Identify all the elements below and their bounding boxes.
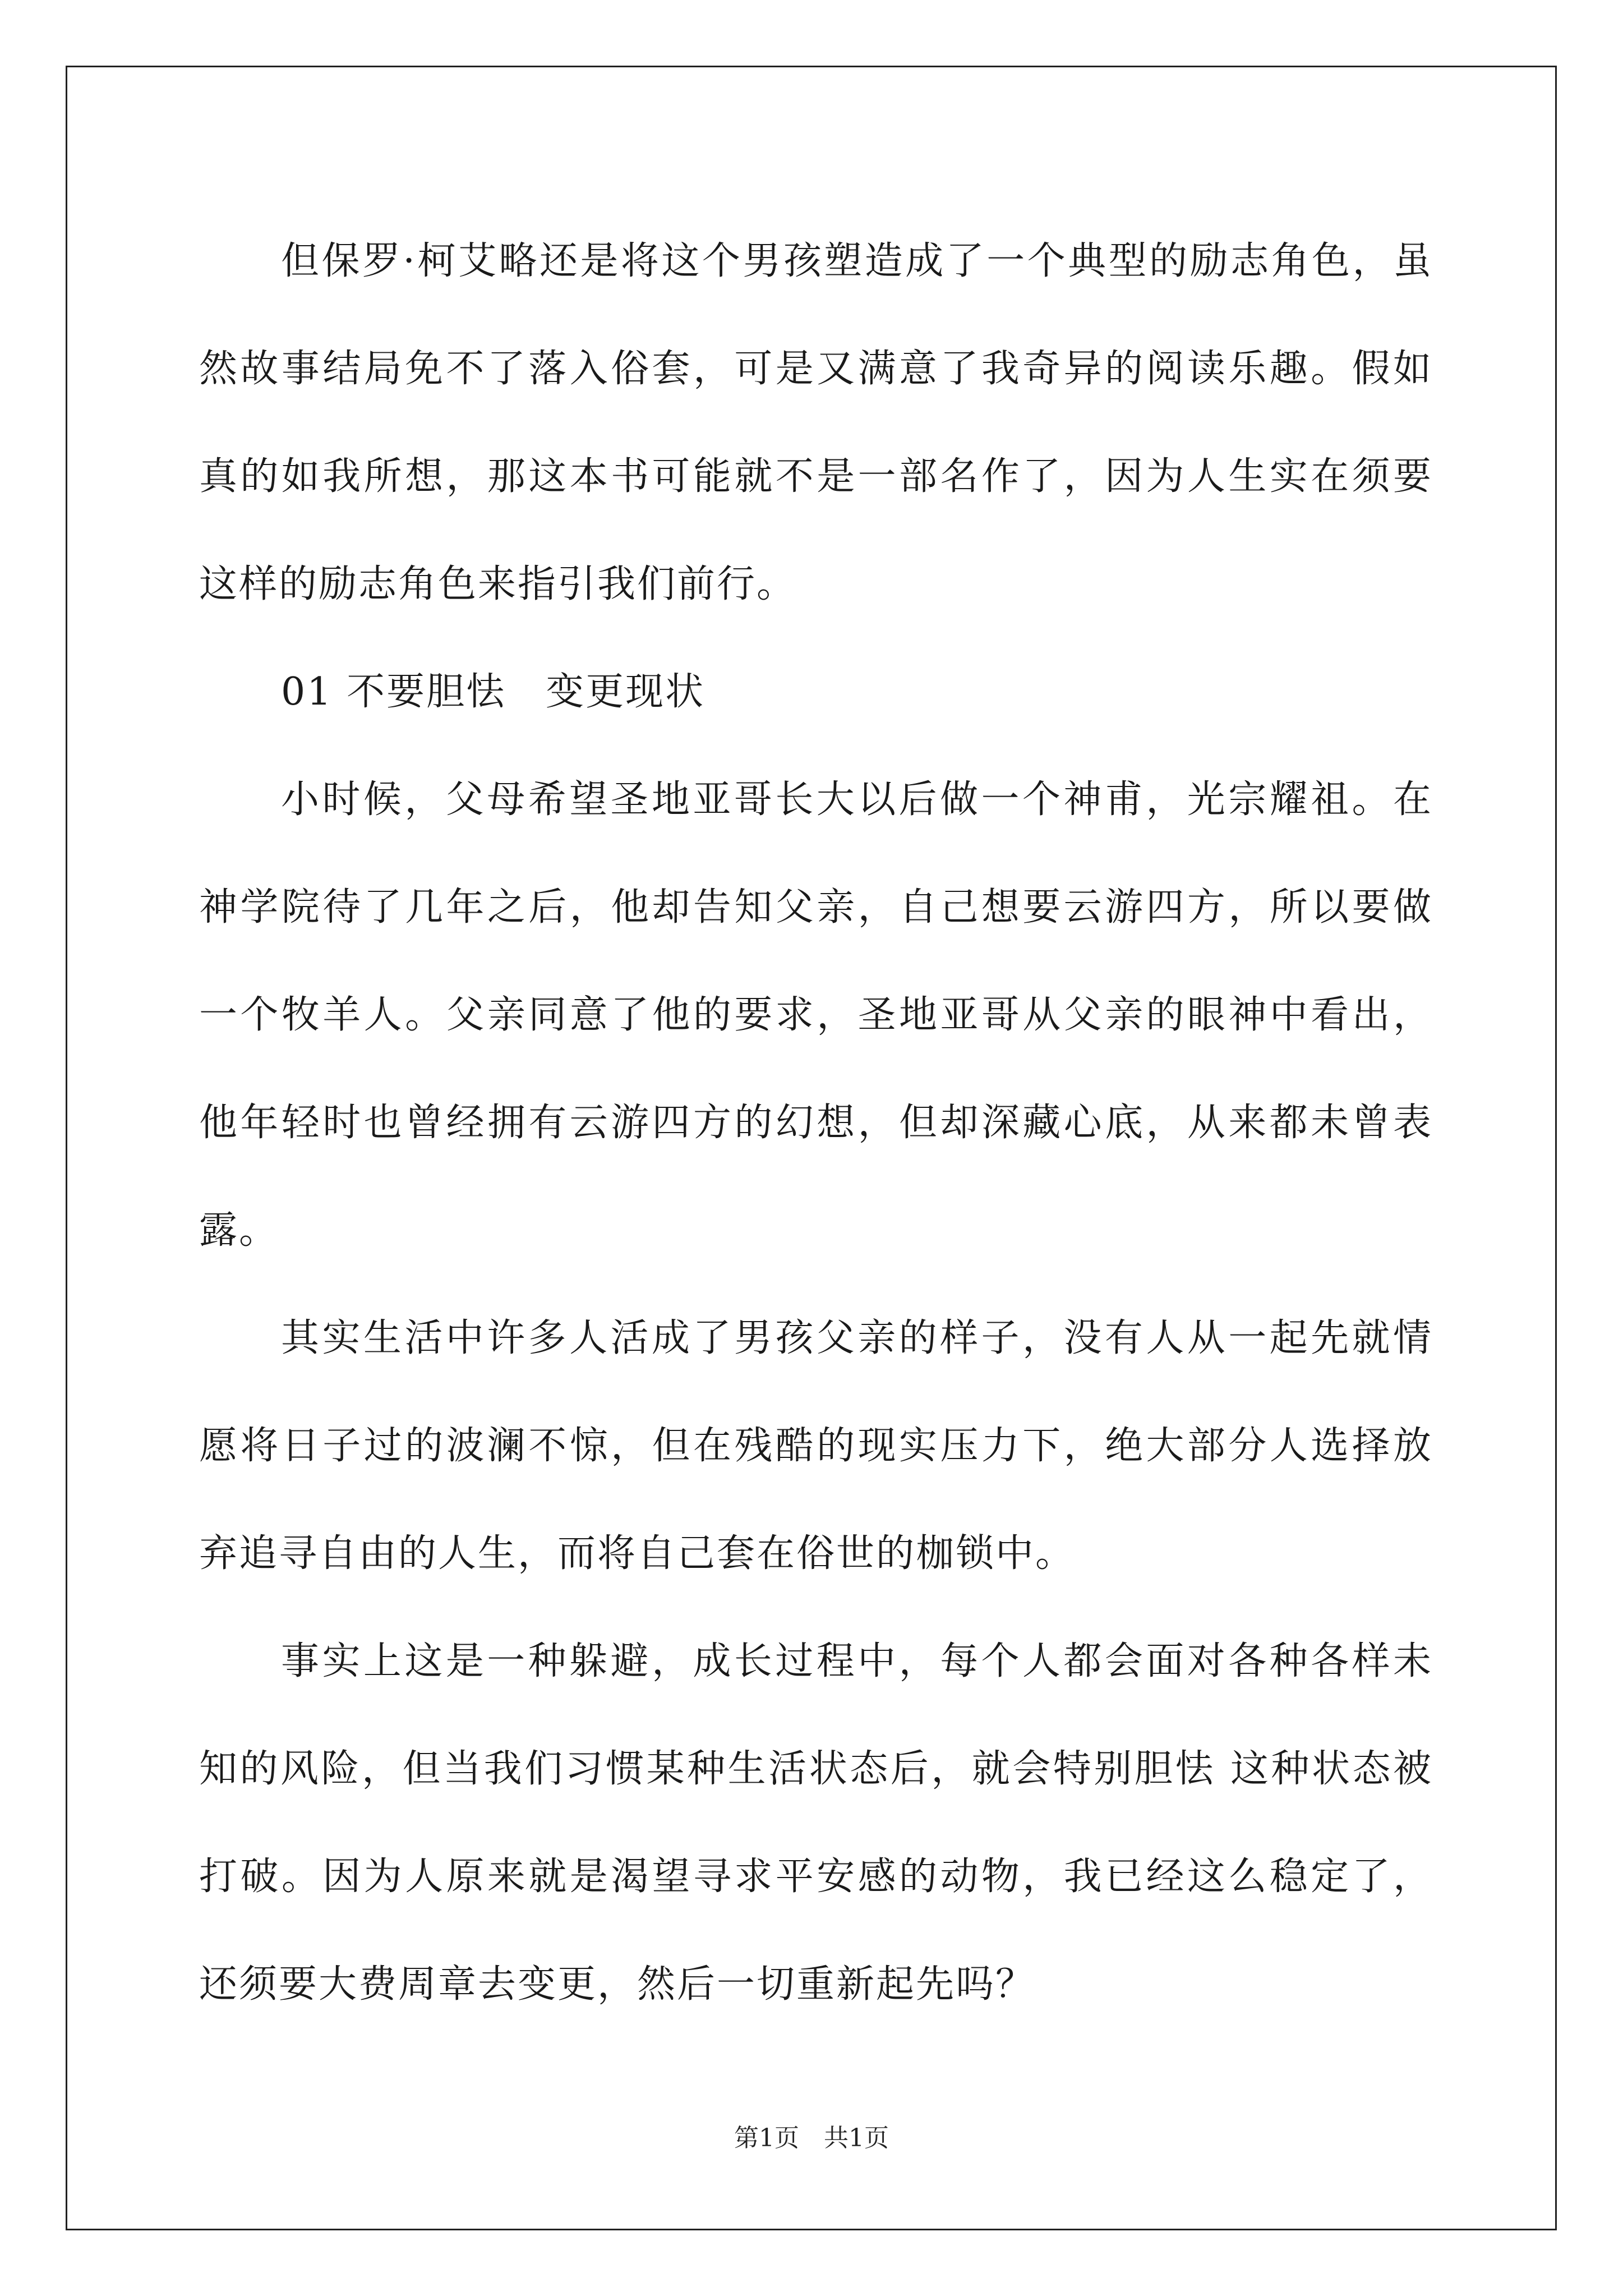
paragraph-escape: 事实上这是一种躲避，成长过程中，每个人都会面对各种各样未知的风险，但当我们习惯某种生活状态后，就会特别胆怯 这种状态被打破。因为人原来就是渴望寻求平安感的动物，我已经这么稳定了，还须要大费周章去变更，然后一切重新起先吗？	[199, 1639, 1433, 2007]
page-number-footer: 第1页 共1页	[734, 2124, 889, 2152]
section-heading: 01 不要胆怯 变更现状	[281, 670, 706, 714]
paragraph-life: 其实生活中许多人活成了男孩父亲的样子，没有人从一起先就情愿将日子过的波澜不惊，但在残酷的现实压力下，绝大部分人选择放弃追寻自由的人生，而将自己套在俗世的枷锁中。	[199, 1316, 1433, 1576]
document-body	[199, 208, 1433, 2039]
paragraph-intro: 但保罗·柯艾略还是将这个男孩塑造成了一个典型的励志角色，虽然故事结局免不了落入俗套，可是又满意了我奇异的阅读乐趣。假如真的如我所想，那这本书可能就不是一部名作了，因为人生实在须要这样的励志角色来指引我们前行。	[199, 239, 1433, 606]
paragraph-childhood: 小时候，父母希望圣地亚哥长大以后做一个神甫，光宗耀祖。在神学院待了几年之后，他却告知父亲，自己想要云游四方，所以要做一个牧羊人。父亲同意了他的要求，圣地亚哥从父亲的眼神中看出，他年轻时也曾经拥有云游四方的幻想，但却深藏心底，从来都未曾表露。	[199, 777, 1433, 1253]
